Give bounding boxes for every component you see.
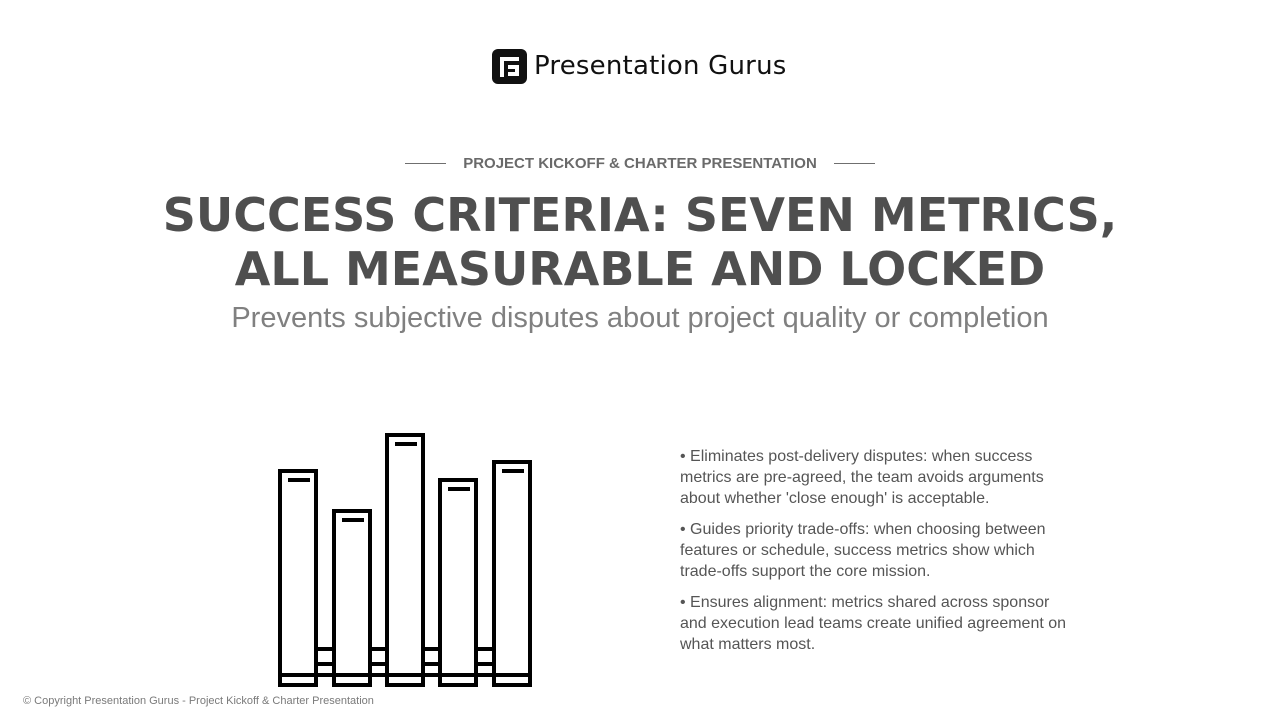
benefit-list — [680, 446, 1080, 665]
eyebrow-label: PROJECT KICKOFF & CHARTER PRESENTATION — [463, 154, 817, 172]
copyright-footer: © Copyright Presentation Gurus - Project Kickoff & Charter Presentation — [23, 695, 374, 707]
bar-chart-icon — [276, 431, 534, 689]
benefit-item: • Ensures alignment: metrics shared across sponsor and execution lead teams create unified agreement on what matters most. — [680, 594, 1067, 653]
slide-subtitle: Prevents subjective disputes about project quality or completion — [231, 302, 1049, 334]
benefit-item: • Guides priority trade-offs: when choosing between features or schedule, success metrics show which trade-offs support the core mission. — [680, 521, 1046, 580]
benefit-item: • Eliminates post-delivery disputes: when success metrics are pre-agreed, the team avoids arguments about whether 'close enough' is acceptable. — [680, 448, 1044, 507]
presentation-gurus-logo-icon — [492, 49, 527, 84]
eyebrow-row — [0, 152, 1280, 174]
eyebrow-right-rule — [834, 163, 875, 164]
slide-title: SUCCESS CRITERIA: SEVEN METRICS, ALL MEASURABLE AND LOCKED — [162, 188, 1118, 296]
brand-name: Presentation Gurus — [534, 51, 787, 81]
eyebrow-left-rule — [405, 163, 446, 164]
brand-logo — [492, 47, 787, 85]
